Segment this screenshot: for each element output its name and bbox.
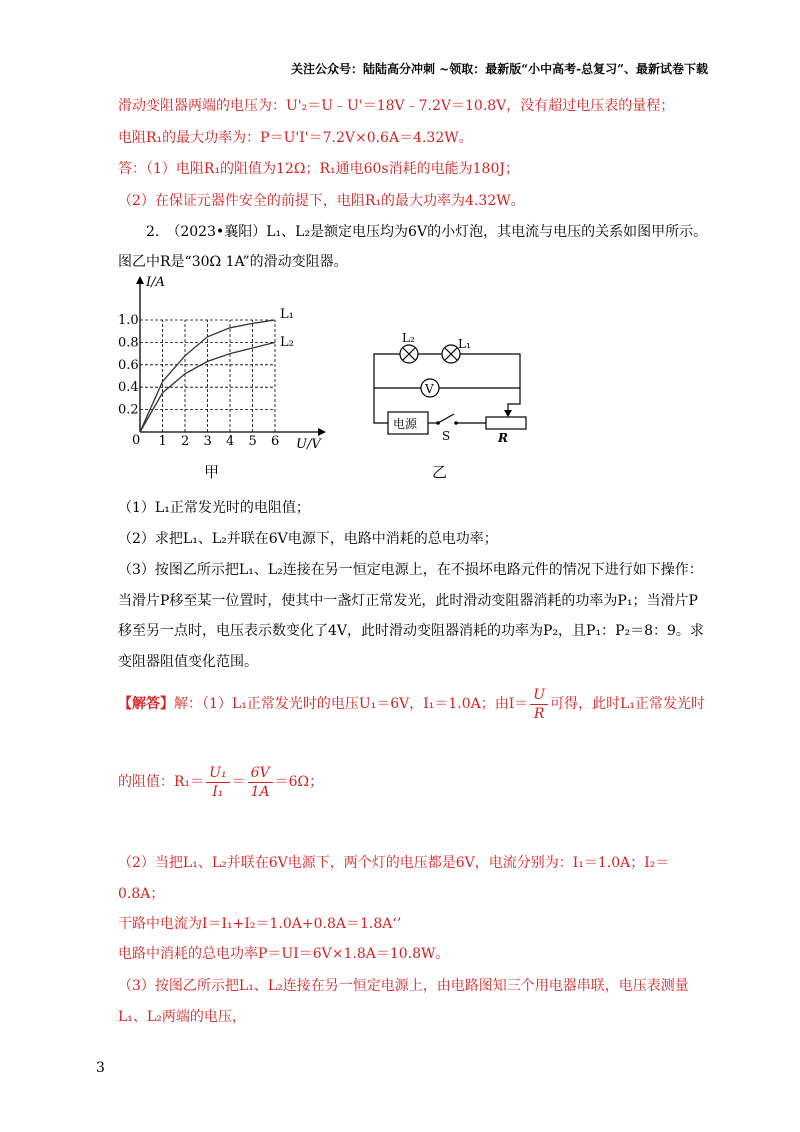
switch-label: S xyxy=(442,429,451,443)
solution-1-text-a: 解：（1）L₁正常发光时的电压U₁＝6V，I₁＝1.0A；由I＝ xyxy=(174,696,529,712)
switch-contact-left xyxy=(436,421,440,425)
answer-line-1: 滑动变阻器两端的电压为：U'₂＝U﹣U'＝18V﹣7.2V＝10.8V，没有超过电压表的量程； xyxy=(118,98,675,114)
circuit-caption: 乙 xyxy=(432,463,448,481)
y-axis-label: I/A xyxy=(146,275,165,290)
fraction-denominator: R xyxy=(533,705,545,722)
rheostat-label: R xyxy=(498,431,508,445)
y-axis-arrow-icon xyxy=(136,276,144,284)
solution-1-text-b: 可得，此时L₁正常发光时 xyxy=(550,696,706,712)
fraction-numerator: U xyxy=(530,686,548,705)
solution-3-line-1: （3）按图乙所示把L₁、L₂连接在另一恒定电源上，由电路图知三个用电器串联，电压表测量 xyxy=(118,978,689,994)
graph-origin: 0 xyxy=(132,433,141,448)
voltmeter-label: V xyxy=(425,382,434,396)
fraction-1-denominator: I₁ xyxy=(212,783,224,800)
equals-sign: ＝ xyxy=(231,774,246,790)
solution-2-line-3: 干路中电流为I＝I₁+I₂＝1.0A+0.8A＝1.8A‘’ xyxy=(118,916,402,932)
solution-tag: 【解答】 xyxy=(118,696,174,712)
switch-contact-right xyxy=(454,421,458,425)
lamp-l1-label: L₁ xyxy=(458,337,471,351)
x-tick-1: 1 xyxy=(158,434,167,449)
question-1: （1）L₁正常发光时的电阻值； xyxy=(118,500,310,516)
y-tick-1.0: 1.0 xyxy=(118,313,139,328)
solution-1-text-d: ＝6Ω； xyxy=(274,774,324,790)
x-tick-6: 6 xyxy=(271,434,280,449)
iv-graph xyxy=(118,272,338,492)
circuit-diagram xyxy=(366,326,536,492)
y-tick-0.4: 0.4 xyxy=(118,380,139,396)
problem-statement-line-1: 2. （2023•襄阳）L₁、L₂是额定电压均为6V的小灯泡，其电流与电压的关系如图甲所示。 xyxy=(146,224,708,240)
question-3-line-1: （3）按图乙所示把L₁、L₂连接在另一恒定电源上，在不损坏电路元件的情况下进行如下操作： xyxy=(118,562,703,578)
solution-3-line-2: L₁、L₂两端的电压， xyxy=(118,1009,246,1025)
y-tick-0.8: 0.8 xyxy=(118,335,139,351)
x-tick-5: 5 xyxy=(248,434,257,449)
y-tick-0.6: 0.6 xyxy=(118,357,139,373)
resistance-fraction-1 xyxy=(206,764,229,801)
solution-2-line-1: （2）当把L₁、L₂并联在6V电源下，两个灯的电压都是6V，电流分别为：I₁＝1.0A；I₂＝ xyxy=(118,855,670,871)
question-2: （2）求把L₁、L₂并联在6V电源下，电路中消耗的总电功率； xyxy=(118,531,498,547)
graph-caption: 甲 xyxy=(204,463,220,481)
power-source-label: 电源 xyxy=(393,417,418,431)
lamp-l2-label: L₂ xyxy=(402,331,415,345)
x-axis-label: U/V xyxy=(296,437,321,452)
solution-1-line-1 xyxy=(118,684,705,724)
solution-1-line-2 xyxy=(118,762,323,802)
question-3-line-2: 当滑片P移至某一位置时，使其中一盏灯正常发光，此时滑动变阻器消耗的功率为P₁；当滑片P xyxy=(118,593,698,609)
solution-2-line-2: 0.8A； xyxy=(118,886,165,902)
question-3-line-4: 变阻器阻值变化范围。 xyxy=(118,654,258,670)
lamp-l2-icon xyxy=(400,345,418,363)
solution-2-line-4: 电路中消耗的总电功率P＝UI＝6V×1.8A＝10.8W。 xyxy=(118,946,450,962)
fraction-2-denominator: 1A xyxy=(250,783,270,800)
page-header: 关注公众号：陆陆高分冲刺 ~领取：最新版“小中高考-总复习”、最新试卷下载 xyxy=(290,62,708,76)
answer-line-4: （2）在保证元器件安全的前提下，电阻R₁的最大功率为4.32W。 xyxy=(118,193,525,209)
answer-line-2: 电阻R₁的最大功率为：P＝U'I'＝7.2V×0.6A＝4.32W。 xyxy=(118,130,473,146)
problem-statement-line-2: 图乙中R是“30Ω 1A”的滑动变阻器。 xyxy=(118,254,348,270)
x-tick-4: 4 xyxy=(226,434,235,449)
curve-label-l2: L₂ xyxy=(280,335,294,350)
slider-arrow-icon xyxy=(504,410,512,417)
question-3-line-3: 移至另一点时，电压表示数变化了4V，此时滑动变阻器消耗的功率为P₂，且P₁：P₂＝8：9。求 xyxy=(118,623,704,639)
x-tick-2: 2 xyxy=(181,434,190,449)
switch-blade xyxy=(438,414,454,423)
x-axis-arrow-icon xyxy=(318,428,326,436)
resistance-fraction-2 xyxy=(248,764,273,801)
fraction-2-numerator: 6V xyxy=(248,764,273,783)
page-number: 3 xyxy=(96,1060,105,1076)
answer-line-3: 答：（1）电阻R₁的阻值为12Ω；R₁通电60s消耗的电能为180J； xyxy=(118,161,519,177)
ohms-law-fraction xyxy=(530,686,548,723)
wire-top-right xyxy=(460,354,520,388)
rheostat-body xyxy=(486,417,526,429)
fraction-1-numerator: U₁ xyxy=(206,764,229,783)
wire-slider xyxy=(508,388,520,412)
wire-bottom-left xyxy=(374,388,388,423)
y-tick-0.2: 0.2 xyxy=(118,402,139,418)
curve-label-l1: L₁ xyxy=(280,307,294,322)
wire-top-left xyxy=(374,354,400,388)
solution-1-text-c: 的阻值：R₁＝ xyxy=(118,774,205,790)
x-tick-3: 3 xyxy=(203,434,212,449)
